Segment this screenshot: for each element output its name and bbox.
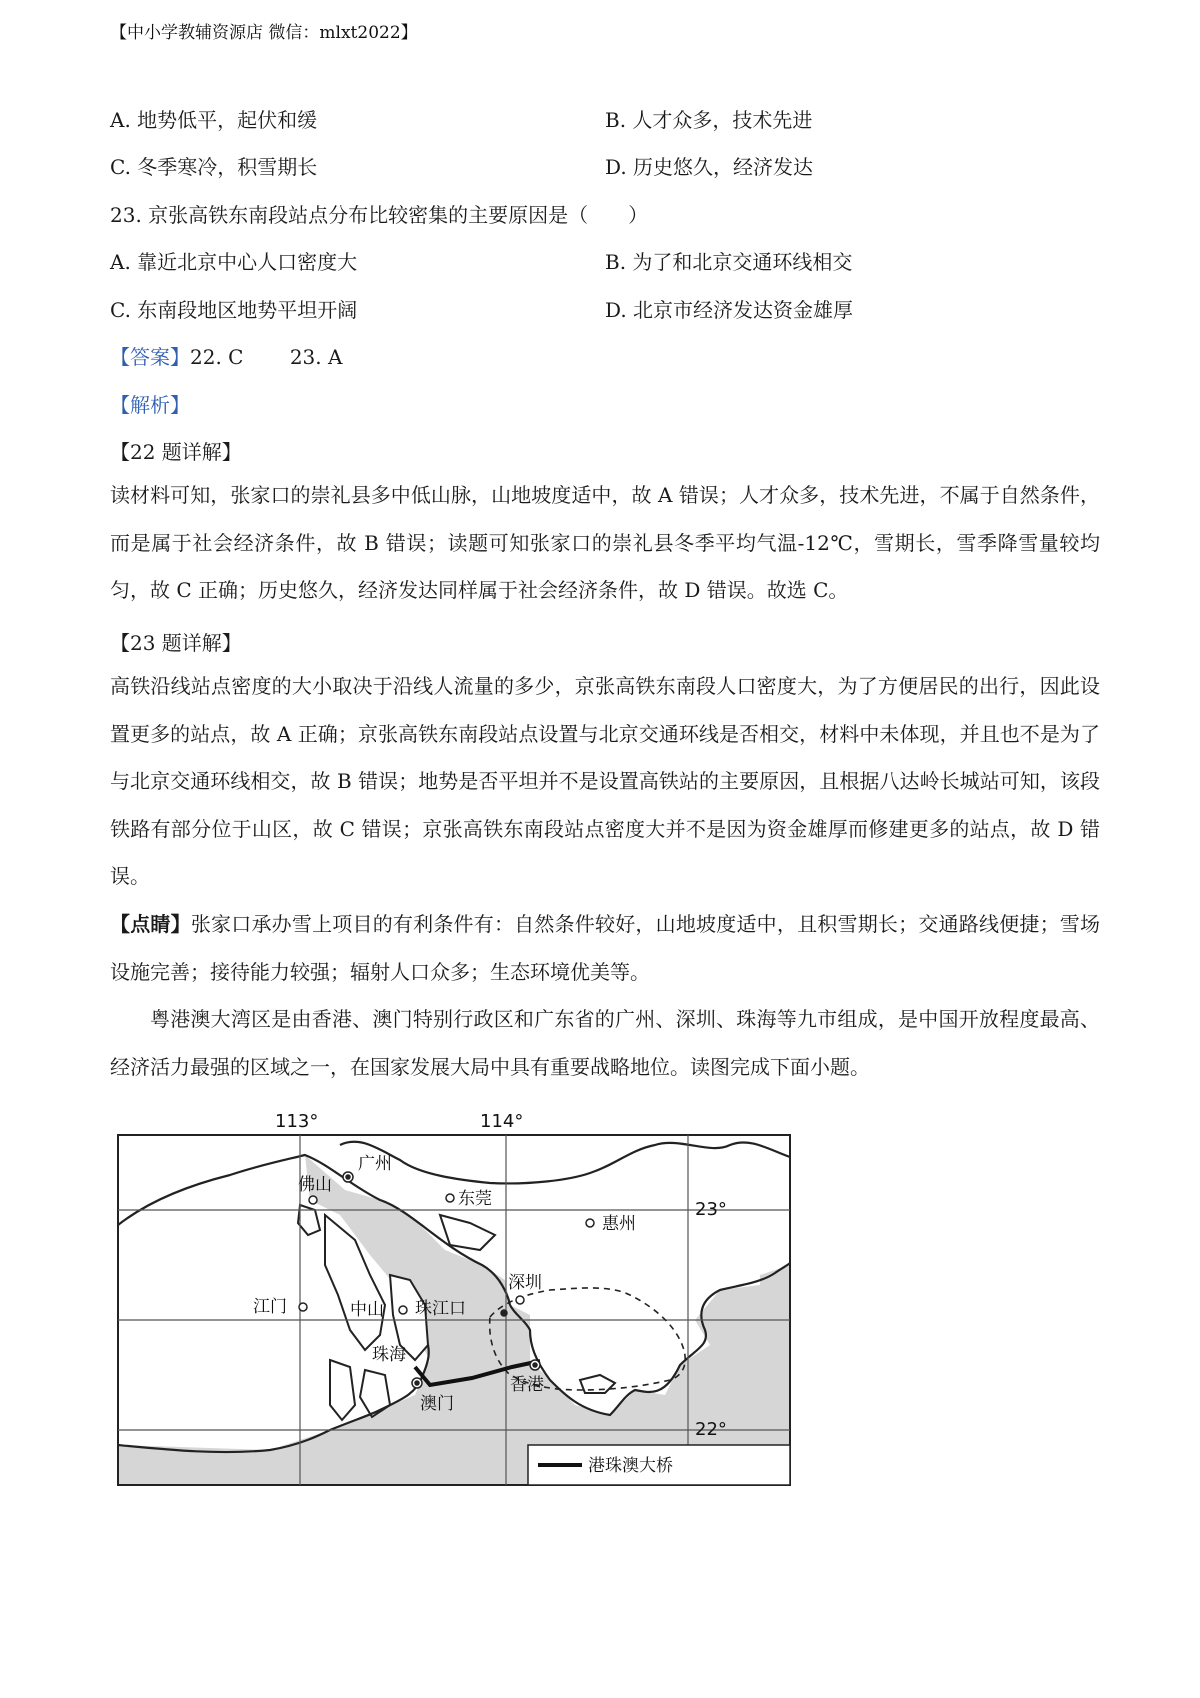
map-svg <box>110 1105 800 1525</box>
city-label-foshan: 佛山 <box>298 1175 332 1195</box>
q23-detail-title: 【23 题详解】 <box>110 631 242 655</box>
answer-text: 22. C 23. A <box>190 345 343 369</box>
analysis-label: 【解析】 <box>110 393 190 417</box>
coastline <box>340 1142 790 1184</box>
city-label-guangzhou: 广州 <box>358 1154 392 1174</box>
city-label-dongguan: 东莞 <box>458 1189 492 1209</box>
answer-label: 【答案】 <box>110 345 190 369</box>
q22-option-b: B. 人才众多，技术先进 <box>605 108 813 132</box>
q23-option-d: D. 北京市经济发达资金雄厚 <box>605 298 854 322</box>
page-header: 【中小学教辅资源店 微信：mlxt2022】 <box>110 23 418 43</box>
q23-option-a: A. 靠近北京中心人口密度大 <box>110 250 358 274</box>
intro-paragraph: 粤港澳大湾区是由香港、澳门特别行政区和广东省的广州、深圳、珠海等九市组成，是中国开放程度最高、经济活力最强的区域之一，在国家发展大局中具有重要战略地位。读图完成下面小题。 <box>110 1007 1100 1079</box>
answer-line <box>110 341 342 370</box>
city-label-zhongshan: 中山 <box>350 1300 384 1320</box>
tip-paragraph <box>110 901 1100 996</box>
city-label-pearl-river-mouth: 珠江口 <box>415 1299 466 1319</box>
city-label-zhuhai: 珠海 <box>372 1345 406 1365</box>
lat-label-22: 22° <box>695 1419 727 1440</box>
city-label-macau: 澳门 <box>420 1394 454 1414</box>
map-legend <box>528 1445 790 1485</box>
city-label-hongkong: 香港 <box>510 1375 544 1395</box>
q22-option-d: D. 历史悠久，经济发达 <box>605 155 814 179</box>
q22-option-a: A. 地势低平，起伏和缓 <box>110 108 318 132</box>
q22-detail-text: 读材料可知，张家口的崇礼县多中低山脉，山地坡度适中，故 A 错误；人才众多，技术先进，不属于自然条件，而是属于社会经济条件，故 B 错误；读题可知张家口的崇礼县冬季平均气温-12℃，雪期长，雪季降雪量较均匀，故 C 正确；历史悠久，经济发达同样属于社会经济条件，故 D 错误。故选 C。 <box>110 483 1100 602</box>
tip-label: 【点睛】 <box>110 912 191 936</box>
q22-detail-title: 【22 题详解】 <box>110 440 242 464</box>
q23-stem: 23. 京张高铁东南段站点分布比较密集的主要原因是（ ） <box>110 203 649 227</box>
tip-text: 张家口承办雪上项目的有利条件有：自然条件较好，山地坡度适中，且积雪期长；交通路线便捷；雪场设施完善；接待能力较强；辐射人口众多；生态环境优美等。 <box>110 912 1101 984</box>
legend-label: 港珠澳大桥 <box>588 1456 673 1476</box>
lat-label-23: 23° <box>695 1199 727 1220</box>
city-label-jiangmen: 江门 <box>253 1297 287 1317</box>
q22-option-c: C. 冬季寒冷，积雪期长 <box>110 155 318 179</box>
city-label-huizhou: 惠州 <box>602 1214 636 1234</box>
lon-label-114: 114° <box>480 1111 524 1132</box>
hong-kong-island <box>580 1375 615 1393</box>
delta-island <box>330 1360 355 1420</box>
q23-detail-text: 高铁沿线站点密度的大小取决于沿线人流量的多少，京张高铁东南段人口密度大，为了方便居民的出行，因此设置更多的站点，故 A 正确；京张高铁东南段站点设置与北京交通环线是否相交，材料中未体现，并且也不是为了与北京交通环线相交，故 B 错误；地势是否平坦并不是设置高铁站的主要原因，且根据八达岭长城站可知，该段铁路有部分位于山区，故 C 错误；京张高铁东南段站点密度大并不是因为资金雄厚而修建更多的站点，故 D 错误。 <box>110 674 1100 888</box>
city-label-shenzhen: 深圳 <box>508 1273 542 1293</box>
lon-label-113: 113° <box>275 1111 319 1132</box>
q23-option-b: B. 为了和北京交通环线相交 <box>605 250 853 274</box>
q23-option-c: C. 东南段地区地势平坦开阔 <box>110 298 358 322</box>
greater-bay-area-map <box>110 1105 800 1525</box>
